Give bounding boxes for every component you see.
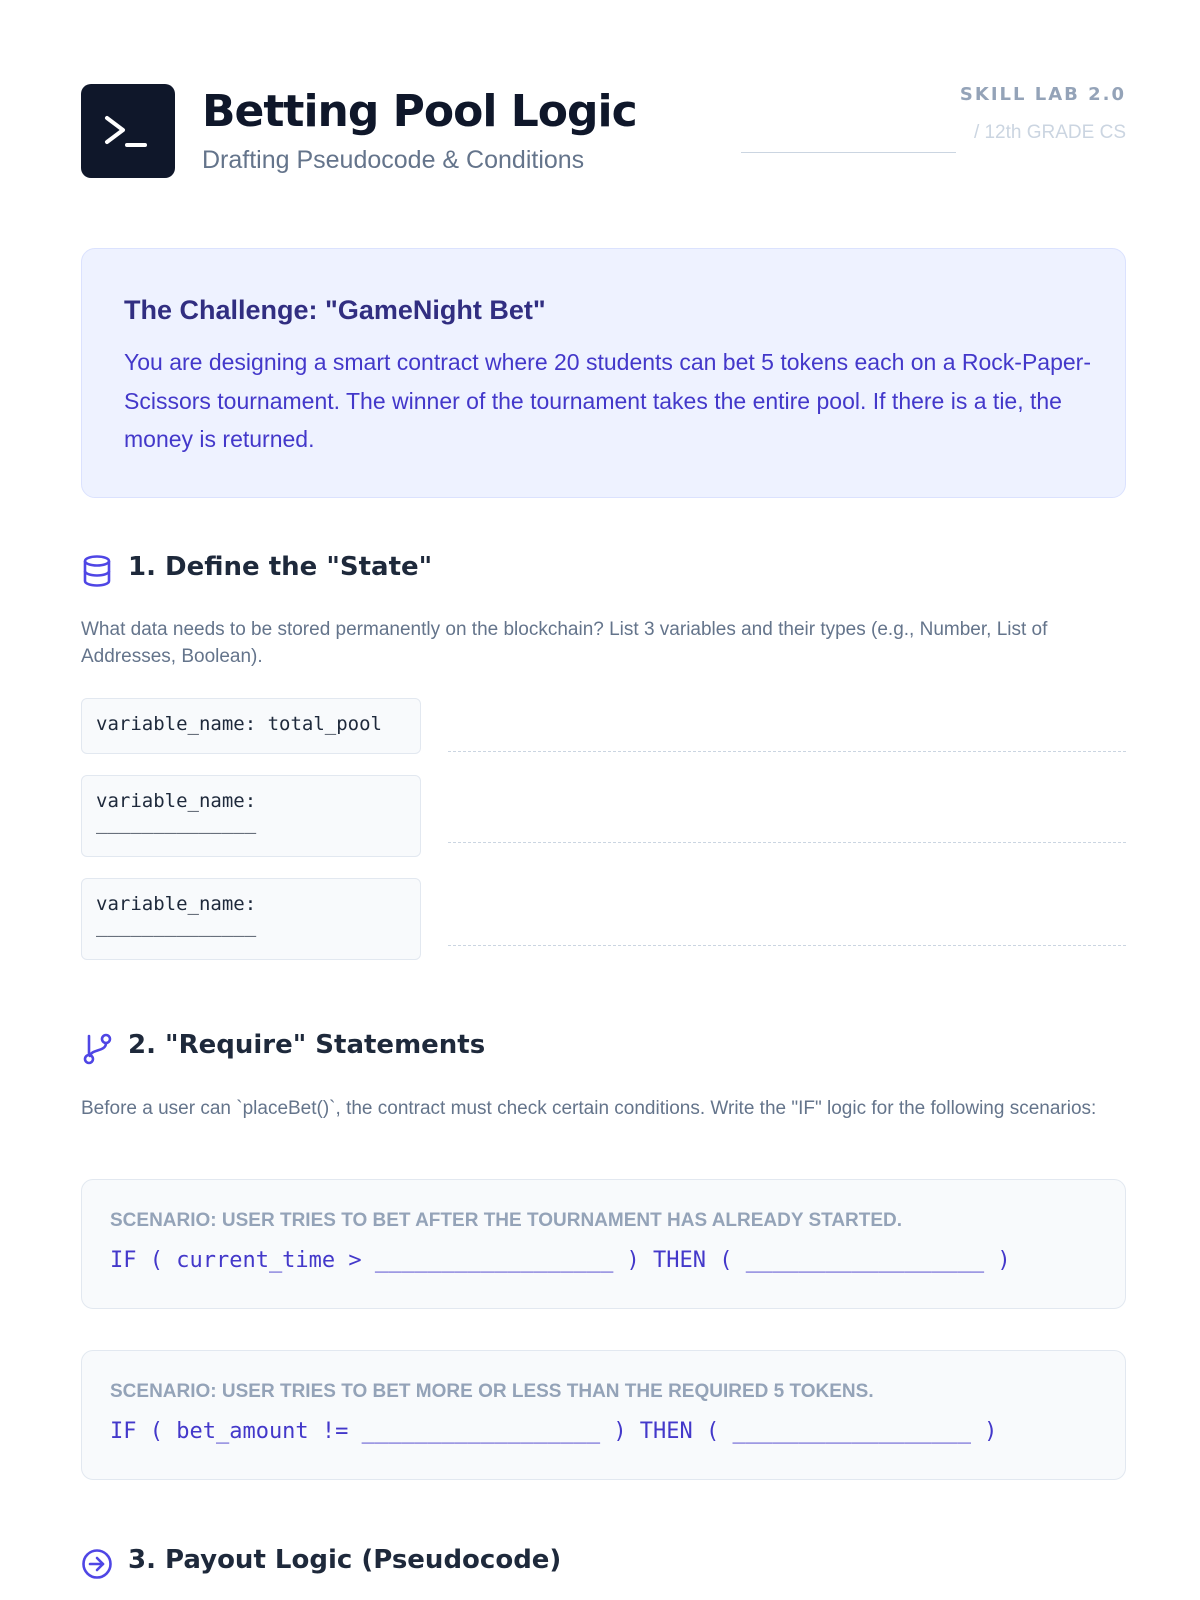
arrow-circle-right-icon <box>81 1547 113 1581</box>
lab-name: SKILL LAB 2.0 <box>959 84 1126 105</box>
git-branch-icon <box>81 1032 113 1066</box>
grade-label: / 12th GRADE CS <box>973 122 1126 143</box>
challenge-panel <box>81 248 1126 498</box>
variable-field-2[interactable] <box>81 775 421 857</box>
variable-type-line-3[interactable] <box>448 945 1126 946</box>
database-icon <box>81 554 113 588</box>
section-title: 3. Payout Logic (Pseudocode) <box>128 1545 562 1575</box>
terminal-icon <box>81 84 175 178</box>
scenario-card-2 <box>81 1350 1126 1480</box>
scenario-label: SCENARIO: USER TRIES TO BET AFTER THE TOURNAMENT HAS ALREADY STARTED. <box>110 1210 903 1231</box>
scenario-card-1 <box>81 1179 1126 1309</box>
variable-type-line-1[interactable] <box>448 751 1126 752</box>
scenario-code[interactable]: IF ( bet_amount != __________________ ) THEN ( __________________ ) <box>110 1419 998 1444</box>
variable-field-3[interactable] <box>81 878 421 960</box>
variable-field-1[interactable] <box>81 698 421 754</box>
variable-blank: ______________ <box>96 915 257 937</box>
scenario-label: SCENARIO: USER TRIES TO BET MORE OR LESS THAN THE REQUIRED 5 TOKENS. <box>110 1381 874 1402</box>
challenge-body: You are designing a smart contract where 20 students can bet 5 tokens each on a Rock-Paper-Scissors tournament. The winner of the tournament takes the entire pool. If there is a tie, the money is returned. <box>124 349 1091 452</box>
name-line <box>741 152 956 153</box>
variable-type-line-2[interactable] <box>448 842 1126 843</box>
variable-label: variable_name: <box>96 790 257 812</box>
page-title: Betting Pool Logic <box>202 86 637 137</box>
section-description: Before a user can `placeBet()`, the contract must check certain conditions. Write the "IF" logic for the following scenarios: <box>81 1098 1097 1119</box>
challenge-title: The Challenge: "GameNight Bet" <box>124 295 546 325</box>
section-title: 2. "Require" Statements <box>128 1030 486 1060</box>
page-subtitle: Drafting Pseudocode & Conditions <box>202 146 585 174</box>
variable-blank: ______________ <box>96 812 257 834</box>
variable-label: variable_name: <box>96 893 257 915</box>
scenario-code[interactable]: IF ( current_time > __________________ ) THEN ( __________________ ) <box>110 1248 1011 1273</box>
variable-label: variable_name: total_pool <box>96 713 382 735</box>
section-title: 1. Define the "State" <box>128 552 433 582</box>
section-description: What data needs to be stored permanently on the blockchain? List 3 variables and their types (e.g., Number, List of Addresses, Boolean). <box>81 619 1048 667</box>
worksheet-header <box>81 84 1126 180</box>
